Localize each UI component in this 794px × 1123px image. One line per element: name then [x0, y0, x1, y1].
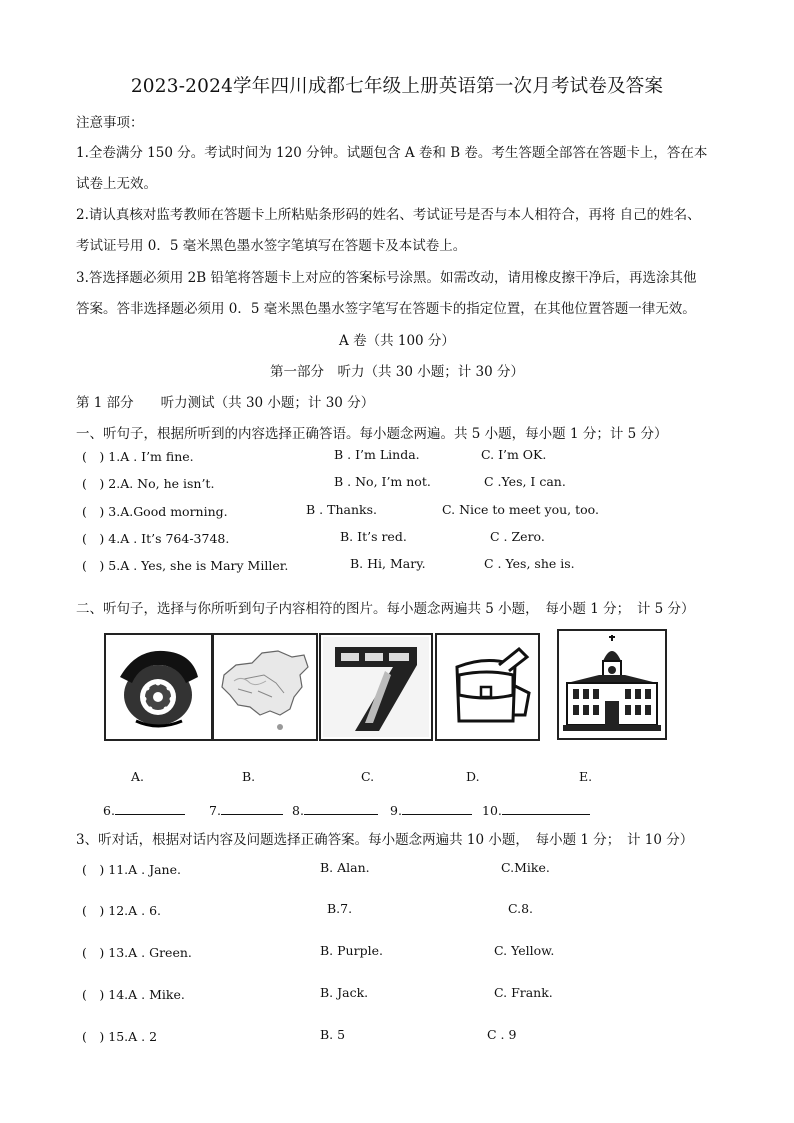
option-a[interactable]: A . Jane. [128, 862, 181, 877]
option-c[interactable]: C. I’m OK. [481, 447, 547, 462]
question-row: ( ) 12.A . 6. [82, 903, 162, 918]
question-row: ( ) 2.A. No, he isn’t. [82, 476, 215, 491]
option-c[interactable]: C. Frank. [494, 985, 553, 1000]
option-a[interactable]: A.Good morning. [120, 504, 228, 519]
answer-blank-9[interactable]: 9. [390, 800, 472, 818]
answer-blank-8[interactable]: 8. [292, 800, 378, 818]
option-c[interactable]: C . 9 [487, 1027, 517, 1042]
notice-line-3a: 3.答选择题必须用 2B 铅笔将答题卡上对应的答案标号涂黑。如需改动，请用橡皮擦干净后，再选涂其他 [76, 270, 697, 286]
question-row: ( ) 4.A . It’s 764-3748. [82, 531, 230, 546]
picture-d[interactable] [435, 633, 540, 741]
notice-line-2a: 2.请认真核对监考教师在答题卡上所粘贴条形码的姓名、考试证号是否与本人相符合，再将 自己的姓名、 [76, 207, 701, 223]
notice-line-1a: 1.全卷满分 150 分。考试时间为 120 分钟。试题包含 A 卷和 B 卷。考生答题全部答在答题卡上，答在本 [76, 145, 708, 161]
picture-a[interactable] [104, 633, 213, 741]
option-a[interactable]: A. No, he isn’t. [120, 476, 215, 491]
answer-paren[interactable]: ( ) [82, 945, 105, 960]
picture-label-b: B. [242, 769, 256, 784]
answer-paren[interactable]: ( ) [82, 449, 105, 464]
answer-paren[interactable]: ( ) [82, 504, 105, 519]
option-c[interactable]: C. Nice to meet you, too. [442, 502, 599, 517]
picture-b[interactable] [212, 633, 318, 741]
picture-e[interactable] [557, 629, 667, 740]
answer-paren[interactable]: ( ) [82, 1029, 105, 1044]
telephone-icon [106, 635, 211, 739]
option-a[interactable]: A . Mike. [128, 987, 185, 1002]
answer-paren[interactable]: ( ) [82, 862, 105, 877]
option-c[interactable]: C .Yes, I can. [484, 474, 566, 489]
option-a[interactable]: A . 2 [128, 1029, 158, 1044]
option-b[interactable]: B.7. [327, 901, 353, 916]
option-a[interactable]: A . 6. [128, 903, 162, 918]
option-b[interactable]: B . I’m Linda. [334, 447, 420, 462]
answer-paren[interactable]: ( ) [82, 903, 105, 918]
option-c[interactable]: C . Zero. [490, 529, 545, 544]
option-b[interactable]: B. Hi, Mary. [350, 556, 426, 571]
section3-heading: 3、听对话，根据对话内容及问题选择正确答案。每小题念两遍共 10 小题， 每小题 1 分； 计 10 分） [76, 832, 694, 848]
part1-heading: 第一部分 听力（共 30 小题；计 30 分） [269, 364, 525, 380]
schoolbag-icon [437, 635, 538, 739]
section-heading: 第 1 部分 听力测试（共 30 小题；计 30 分） [76, 395, 375, 411]
answer-blank-10[interactable]: 10. [482, 800, 590, 818]
picture-label-d: D. [466, 769, 480, 784]
option-b[interactable]: B. 5 [320, 1027, 346, 1042]
option-b[interactable]: B. Alan. [320, 860, 370, 875]
option-b[interactable]: B . No, I’m not. [334, 474, 431, 489]
volume-a-heading: A 卷（共 100 分） [339, 333, 455, 349]
option-b[interactable]: B. It’s red. [340, 529, 407, 544]
option-a[interactable]: A . It’s 764-3748. [120, 531, 230, 546]
question-row: ( ) 14.A . Mike. [82, 987, 185, 1002]
question-row: ( ) 5.A . Yes, she is Mary Miller. [82, 558, 289, 573]
option-a[interactable]: A . Green. [128, 945, 192, 960]
option-a[interactable]: A . Yes, she is Mary Miller. [120, 558, 289, 573]
china-map-icon [214, 635, 316, 739]
option-b[interactable]: B. Purple. [320, 943, 383, 958]
question-row: ( ) 15.A . 2 [82, 1029, 158, 1044]
picture-label-c: C. [361, 769, 375, 784]
section1-heading: 一、听句子，根据所听到的内容选择正确答语。每小题念两遍。共 5 小题，每小题 1 分；计 5 分） [76, 426, 668, 442]
school-building-icon [559, 631, 665, 738]
picture-label-a: A. [131, 769, 145, 784]
option-b[interactable]: B . Thanks. [306, 502, 377, 517]
answer-paren[interactable]: ( ) [82, 531, 105, 546]
option-b[interactable]: B. Jack. [320, 985, 369, 1000]
notice-heading: 注意事项： [76, 115, 144, 131]
question-row: ( ) 13.A . Green. [82, 945, 192, 960]
answer-paren[interactable]: ( ) [82, 558, 105, 573]
question-row: ( ) 1.A . I’m fine. [82, 449, 194, 464]
option-c[interactable]: C . Yes, she is. [484, 556, 575, 571]
number-seven-icon [321, 635, 431, 739]
notice-line-3b: 答案。答非选择题必须用 0．5 毫米黑色墨水签字笔写在答题卡的指定位置，在其他位置答题一律无效。 [76, 301, 696, 317]
answer-paren[interactable]: ( ) [82, 476, 105, 491]
option-c[interactable]: C. Yellow. [494, 943, 555, 958]
answer-paren[interactable]: ( ) [82, 987, 105, 1002]
option-c[interactable]: C.Mike. [501, 860, 550, 875]
page-title: 2023-2024学年四川成都七年级上册英语第一次月考试卷及答案 [130, 76, 664, 97]
question-row: ( ) 11.A . Jane. [82, 862, 181, 877]
question-row: ( ) 3.A.Good morning. [82, 504, 228, 519]
answer-blank-6[interactable]: 6. [103, 800, 185, 818]
option-c[interactable]: C.8. [508, 901, 534, 916]
option-a[interactable]: A . I’m fine. [120, 449, 194, 464]
answer-blank-7[interactable]: 7. [209, 800, 283, 818]
notice-line-1b: 试卷上无效。 [76, 176, 157, 192]
section2-heading: 二、听句子，选择与你所听到句子内容相符的图片。每小题念两遍共 5 小题， 每小题 1 分； 计 5 分） [76, 601, 695, 617]
notice-line-2b: 考试证号用 0．5 毫米黑色墨水签字笔填写在答题卡及本试卷上。 [76, 238, 467, 254]
picture-label-e: E. [579, 769, 593, 784]
picture-c[interactable] [319, 633, 433, 741]
